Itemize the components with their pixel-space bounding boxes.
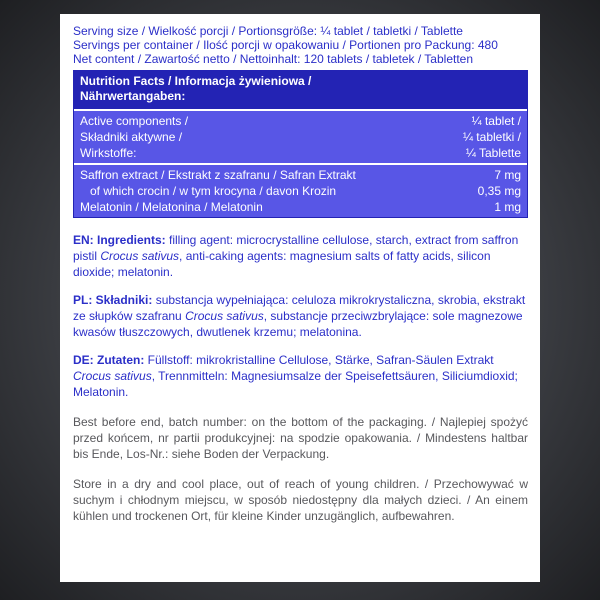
table-row [80,183,521,199]
ingredients-de-text-a: Füllstoff: mikrokristalline Cellulose, Stärke, Safran-Säulen Extrakt [144,353,494,367]
row-value: 1 mg [494,200,521,214]
ingredients-en-text-b: , anti-caking agents: magnesium salts of fatty acids, silicon dioxide; melatonin. [73,249,491,279]
storage-note: Store in a dry and cool place, out of reach of young children. / Przechowywać w suchym i chłodnym miejscu, w sposób niedostępny dla małych dzieci. / An einem kühlen und trockenen Ort, für kleine Kinder unzugänglich, aufbewahren. [73,477,528,523]
row-label: of which crocin / w tym krocyna / davon Krozin [80,184,337,198]
supplement-label [60,14,540,582]
table-row [80,129,521,145]
ingredients-en-italic: Crocus sativus [100,249,180,263]
ingredients-pl-lead: PL: Składniki: [73,293,153,307]
row-label: Melatonin / Melatonina / Melatonin [80,200,263,214]
row-value: ¼ tabletki / [462,130,521,144]
row-label: Wirkstoffe: [80,146,137,160]
nutrition-facts-header [74,71,527,111]
row-value: ¼ Tablette [465,146,521,160]
ingredients-pl [73,292,528,340]
nutrition-header-line1: Nutrition Facts / Informacja żywieniowa / [80,74,312,88]
ingredient-amounts-block [74,165,527,217]
table-row [80,113,521,129]
row-label: Active components / [80,114,189,128]
nutrition-facts-table [73,70,528,218]
row-value: ¼ tablet / [471,114,521,128]
ingredients-de-italic: Crocus sativus [73,369,152,383]
row-value: 0,35 mg [477,184,521,198]
nutrition-header-line2: Nährwertangaben: [80,89,186,103]
row-value: 7 mg [494,168,521,182]
ingredients-de [73,352,528,400]
ingredients-en-text-a: filling agent: microcrystalline cellulose, starch, extract from saffron pistil [73,233,519,263]
best-before-note: Best before end, batch number: on the bottom of the packaging. / Najlepiej spożyć przed końcem, nr partii produkcyjnej: na spodzie opakowania. / Mindestens haltbar bis Ende, Los-Nr.: siehe Boden der Verpackung. [73,415,528,461]
table-row [80,167,521,183]
net-content: Net content / Zawartość netto / Nettoinhalt: 120 tablets / tabletek / Tabletten [73,52,474,66]
table-row [80,145,521,161]
ingredients-de-text-b: , Trennmitteln: Magnesiumsalze der Speisefettsäuren, Siliciumdioxid; Melatonin. [73,369,518,399]
ingredients-pl-italic: Crocus sativus [185,309,264,323]
serving-info [73,24,528,66]
row-label: Saffron extract / Ekstrakt z szafranu / Safran Extrakt [80,168,356,182]
ingredients-pl-text-a: substancja wypełniająca: celuloza mikrokrystaliczna, skrobia, ekstrakt ze słupków szafranu [73,293,526,323]
row-label: Składniki aktywne / [80,130,183,144]
servings-per-container: Servings per container / Ilość porcji w opakowaniu / Portionen pro Packung: 480 [73,38,498,52]
ingredients-en-lead: EN: Ingredients: [73,233,166,247]
ingredients-en [73,232,528,280]
ingredients-pl-text-b: , substancje przeciwzbrylające: sole magnezowe kwasów tłuszczowych, dwutlenek krzemu; melatonina. [73,309,523,339]
ingredients-de-lead: DE: Zutaten: [73,353,145,367]
table-row [80,199,521,215]
serving-size: Serving size / Wielkość porcji / Portionsgröße: ¼ tablet / tabletki / Tablette [73,24,463,38]
active-components-block [74,111,527,165]
